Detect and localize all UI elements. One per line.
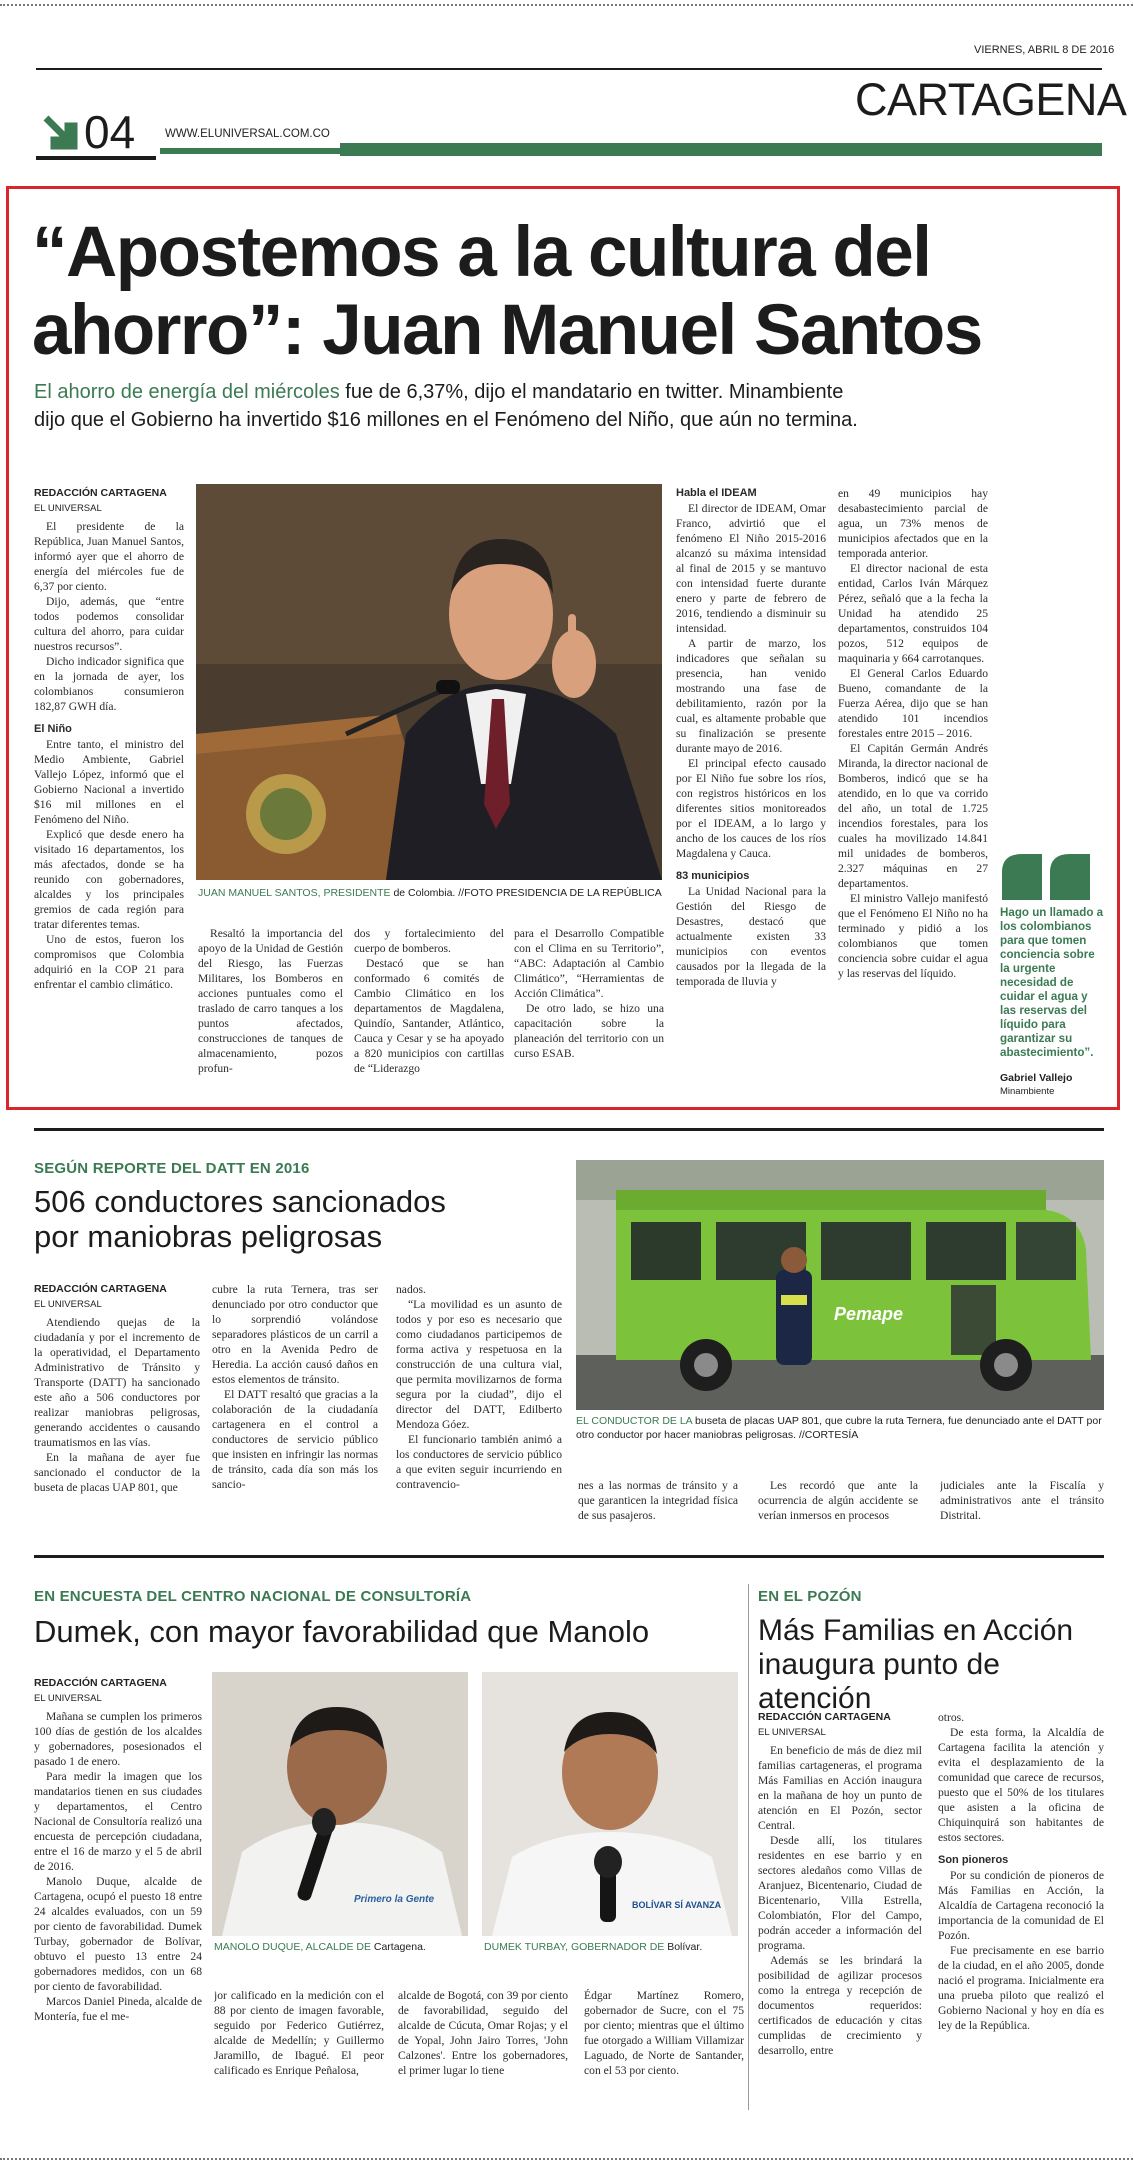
arrow-logo-icon (40, 112, 80, 152)
main-column-5 (676, 486, 826, 1104)
pozon-byline: REDACCIÓN CARTAGENA (758, 1711, 891, 1723)
main-subhead-ideam: Habla el IDEAM (676, 487, 757, 499)
main-col1-para: Entre tanto, el ministro del Medio Ambiente, Gabriel Vallejo López, informó que el Gobierno Nacional a invertido $16 mil millones en el Fenómeno del Niño. (34, 738, 184, 826)
main-byline-outlet: EL UNIVERSAL (34, 503, 102, 514)
pozon-col1-para: Además se les brindará la posibilidad de agilizar procesos como la entrega y recepción de documentos requeridos: certificados de educación y citas cumplidas de crecimiento y desarrollo, entre (758, 1954, 922, 2057)
dumek-col1-para: Manolo Duque, alcalde de Cartagena, ocupó el puesto 18 entre 24 alcaldes evaluados, con un 59 por ciento de favorabilidad. Dumek Turbay, gobernador de Bolívar, obtuvo el puesto 13 entre 24 gobernadores medidos, con un 68 por ciento de favorabilidad. (34, 1875, 202, 1993)
main-col1-para: Dicho indicador significa que en la jornada de ayer, los colombianos consumieron 182,87 GWH día. (34, 655, 184, 713)
main-col1-para: Dijo, además, que “entre todos podemos consolidar cultura del ahorro, para cuidar nuestros recursos”. (34, 595, 184, 653)
datt-col4-para: nes a las normas de tránsito y a que garanticen la integridad física de sus pasajeros. (578, 1479, 738, 1522)
datt-column-3 (396, 1282, 562, 1532)
main-headline-line1: “Apostemos a la cultura del (32, 213, 931, 292)
main-col6-para: El director nacional de esta entidad, Carlos Iván Márquez Pérez, señaló que a la fecha la Unidad ha atendido 25 departamentos, construidos 104 pozos, 512 equipos de maquinaria y 664 carrotanques. (838, 562, 988, 665)
main-col4-para: De otro lado, se hizo una capacitación sobre la planeación del territorio con un curso ESAB. (514, 1002, 664, 1060)
main-col3-para: Destacó que se han conformado 6 comités de Cambio Climático en los departamentos de Magdalena, Quindío, Santander, Atlántico, Cauca y Cesar y se ha apoyado a 820 municipios con cartillas de “Liderazgo (354, 957, 504, 1075)
main-col3-para: dos y fortalecimiento del cuerpo de bomberos. (354, 927, 504, 955)
datt-byline-outlet: EL UNIVERSAL (34, 1299, 102, 1310)
manolo-caption-green: MANOLO DUQUE, ALCALDE DE (214, 1941, 371, 1953)
dumek-col3-para: alcalde de Bogotá, con 39 por ciento de favorabilidad, seguido del alcalde de Cúcuta, Omar Rojas; y el de Yopal, John Jairo Torres, 'John Calzones'. Entre los gobernadores, el primer lugar lo tiene (398, 1989, 568, 2077)
datt-headline-line2: por maniobras peligrosas (34, 1219, 383, 1254)
datt-headline-line1: 506 conductores sancionados (34, 1184, 446, 1219)
datt-byline: REDACCIÓN CARTAGENA (34, 1283, 167, 1295)
site-url[interactable]: WWW.ELUNIVERSAL.COM.CO (165, 128, 330, 140)
datt-col2-para: cubre la ruta Ternera, tras ser denunciado por otro conductor que lo sorprendió volándose separadores plásticos de un carril a otro en la Avenida Pedro de Heredia. La acción causó daños en estos elementos de tránsito. (212, 1283, 378, 1386)
manolo-photo (212, 1672, 468, 1936)
datt-column-6 (940, 1478, 1104, 1538)
manolo-photo-logo: Primero la Gente (354, 1894, 435, 1905)
datt-kicker: SEGÚN REPORTE DEL DATT EN 2016 (34, 1160, 310, 1177)
dumek-col1-para: Para medir la imagen que los mandatarios tienen en sus ciudades y departamentos, el Centro Nacional de Consultoría realizó una encuesta de percepción ciudadana, entre el 16 de marzo y el 5 de abril de 2016. (34, 1770, 202, 1873)
datt-headline (34, 1184, 574, 1254)
dumek-byline: REDACCIÓN CARTAGENA (34, 1677, 167, 1689)
header-green-bar (340, 143, 1102, 156)
main-col1-para: Uno de estos, fueron los compromisos que Colombia adquirió en la COP 21 para enfrentar el cambio climático. (34, 933, 184, 991)
page-number-box (36, 108, 156, 160)
datt-col2-para: El DATT resaltó que gracias a la colaboración de la ciudadanía cartagenera en el control a conductores de servicio público que insisten en infringir las normas de tránsito, cada día son más los sancio- (212, 1388, 378, 1491)
datt-photo-caption (576, 1414, 1104, 1442)
dumek-column-4 (584, 1988, 744, 2118)
header-date: VIERNES, ABRIL 8 DE 2016 (974, 44, 1115, 56)
main-headline (32, 214, 1102, 370)
dumek-byline-outlet: EL UNIVERSAL (34, 1693, 102, 1704)
datt-caption-green: EL CONDUCTOR DE LA (576, 1415, 693, 1427)
main-col1-para: Explicó que desde enero ha visitado 16 departamentos, los más afectados, donde se ha reunido con gobernadores, alcaldes y los principales gremios de cada región para tratar diferentes temas. (34, 828, 184, 931)
pozon-headline-line2: inaugura punto de atención (758, 1648, 1000, 1715)
main-column-2 (198, 926, 343, 1106)
main-col5-para: A partir de marzo, los indicadores que señalan su presencia, han venido mostrando una fase de debilitamiento, razón por la cual, es altamente probable que su finalización se presente durante mayo de 2016. (676, 637, 826, 755)
datt-col1-para: Atendiendo quejas de la ciudadanía y por el incremento de la operatividad, el Departamento Administrativo de Tránsito y Transporte (DATT) ha sancionado este año a 506 conductores por realizar maniobras peligrosas, generando accidentes o causando traumatismos en las vías. (34, 1316, 200, 1449)
main-column-4 (514, 926, 664, 1106)
dumek-column-2 (214, 1988, 384, 2118)
pozon-col2-para: De esta forma, la Alcaldía de Cartagena facilita la atención y evita el desplazamiento de la comunidad que carece de recursos, puesto que el 50% de los titulares que asisten a la oficina de Chiquinquirá son habitantes de estos sectores. (938, 1726, 1104, 1844)
main-subhead-83-municipios: 83 municipios (676, 870, 750, 882)
manolo-caption-rest: Cartagena. (370, 1941, 426, 1953)
datt-column-2 (212, 1282, 378, 1532)
main-subhead-el-nino: El Niño (34, 723, 72, 735)
pozon-col1-para: Desde allí, los titulares residentes en ese barrio y en sectores aledaños como Villas de Aranjuez, Bicentenario, Ciudad de Bicentenario, Villa Estrella, Colombiatón, Flor del Campo, podrán acceder a información del programa. (758, 1834, 922, 1952)
dumek-col2-para: jor calificado en la medición con el 88 por ciento de imagen favorable, seguido por Federico Gutiérrez, alcalde de Medellín; y Guillermo Jaramillo, de Ibagué. El peor calificado es Enrique Peñalosa, (214, 1989, 384, 2077)
main-col5-para: La Unidad Nacional para la Gestión del Riesgo de Desastres, destacó que actualmente existen 33 municipios con eventos causados por la llegada de la temporada de lluvia y (676, 885, 826, 988)
dumek-top-rule (34, 1555, 1104, 1558)
pozon-subhead-pioneros: Son pioneros (938, 1854, 1009, 1866)
santos-photo-caption (198, 886, 668, 900)
datt-column-5 (758, 1478, 918, 1538)
datt-col5-para: Les recordó que ante la ocurrencia de algún accidente se verían inmersos en procesos (758, 1479, 918, 1522)
dumek-caption-rest: Bolívar. (664, 1941, 703, 1953)
dumek-photo-art (482, 1672, 738, 1936)
main-col6-para: El General Carlos Eduardo Bueno, comandante de la Fuerza Aérea, dijo que se han atendido 101 incendios forestales entre 2015 – 2016. (838, 667, 988, 740)
dumek-photo-logo: BOLÍVAR SÍ AVANZA (632, 1900, 722, 1910)
header-green-bar-left (160, 148, 340, 154)
dumek-headline: Dumek, con mayor favorabilidad que Manolo (34, 1614, 650, 1649)
main-deck (34, 378, 1104, 434)
main-deck-green: El ahorro de energía del miércoles (34, 381, 340, 403)
main-col2-para: Resaltó la importancia del apoyo de la Unidad de Gestión del Riesgo, las Fuerzas Militares, los Bomberos en acciones puntuales como el traslado de carro tanques a los puntos afectados, construcciones de tanques de almacenamiento, pozos profun- (198, 927, 343, 1075)
top-dotted-border (0, 4, 1133, 6)
main-col6-para: El ministro Vallejo manifestó que el Fenómeno El Niño no ha terminado y pidió a los colombianos que tomen conciencia sobre cuidar el agua y las reservas del líquido. (838, 892, 988, 980)
page-number: 04 (84, 106, 136, 158)
header-top-rule (36, 68, 1102, 70)
datt-bus-photo-art (576, 1160, 1104, 1410)
santos-caption-rest: de Colombia. //FOTO PRESIDENCIA DE LA REPÚBLICA (390, 887, 662, 899)
dumek-caption-green: DUMEK TURBAY, GOBERNADOR DE (484, 1941, 665, 1953)
datt-col3-para: El funcionario también animó a los conductores de servicio público a que eviten seguir incurriendo en contravencio- (396, 1433, 562, 1491)
santos-photo (196, 484, 662, 880)
santos-caption-green: JUAN MANUEL SANTOS, PRESIDENTE (198, 887, 391, 899)
main-col6-para: en 49 municipios hay desabastecimiento parcial de agua, un 73% menos de municipios afectados que en la temporada anterior. (838, 487, 988, 560)
quote-mark-icon (1000, 852, 1092, 902)
manolo-photo-caption (214, 1940, 464, 1954)
pozon-kicker: EN EL POZÓN (758, 1588, 862, 1605)
dumek-col1-para: Marcos Daniel Pineda, alcalde de Montería, fue el me- (34, 1995, 202, 2023)
pull-quote-author: Gabriel Vallejo (1000, 1072, 1073, 1084)
main-headline-line2: ahorro”: Juan Manuel Santos (32, 291, 982, 370)
datt-col3-para: nados. (396, 1283, 426, 1296)
datt-bus-photo (576, 1160, 1104, 1410)
santos-photo-art (196, 484, 662, 880)
dumek-photo (482, 1672, 738, 1936)
datt-col3-para: “La movilidad es un asunto de todos y por eso es necesario que como ciudadanos participemos de forma activa y respetuosa en la construcción de una cultura vial, que permita movilizarnos de forma segura por la ciudad”, dijo el director del DATT, Edilberto Mendoza Góez. (396, 1298, 562, 1431)
main-deck-rest: fue de 6,37%, dijo el mandatario en twitter. Minambiente (339, 381, 844, 403)
main-deck-line2: dijo que el Gobierno ha invertido $16 millones en el Fenómeno del Niño, que aún no termina. (34, 409, 858, 431)
main-column-6 (838, 486, 988, 1104)
datt-col1-para: En la mañana de ayer fue sancionado el conductor de la buseta de placas UAP 801, que (34, 1451, 200, 1494)
pull-quote-role: Minambiente (1000, 1086, 1055, 1097)
main-byline: REDACCIÓN CARTAGENA (34, 487, 167, 499)
pozon-column-2 (938, 1710, 1104, 2118)
pozon-column-1 (758, 1710, 922, 2118)
datt-caption-rest: buseta de placas UAP 801, que cubre la ruta Ternera, fue denunciado ante el DATT por otro conductor por hacer maniobras peligrosas. //CORTESÍA (576, 1415, 1102, 1441)
datt-col6-para: judiciales ante la Fiscalía y administrativos ante el tránsito Distrital. (940, 1479, 1104, 1522)
main-column-1 (34, 486, 184, 1104)
dumek-column-1 (34, 1676, 202, 2116)
dumek-col1-para: Mañana se cumplen los primeros 100 días de gestión de los alcaldes y gobernadores, posesionados el pasado 1 de enero. (34, 1710, 202, 1768)
pozon-col2-para: Fue precisamente en ese barrio de la ciudad, en el año 2005, donde nació el programa. Inicialmente era una prueba piloto que realizó el Gobierno Nacional y hoy en día es ley de la República. (938, 1944, 1104, 2032)
dumek-column-3 (398, 1988, 568, 2118)
datt-column-4 (578, 1478, 738, 1538)
pozon-headline-line1: Más Familias en Acción (758, 1614, 1074, 1647)
dumek-kicker: EN ENCUESTA DEL CENTRO NACIONAL DE CONSULTORÍA (34, 1588, 472, 1605)
pull-quote-text: Hago un llamado a los colombianos para que tomen conciencia sobre la urgente necesidad de cuidar el agua y las reservas del líquido para garantizar su abastecimiento”. (1000, 906, 1104, 1059)
main-col1-para: El presidente de la República, Juan Manuel Santos, informó ayer que el ahorro de energía del miércoles fue de 6,37 por ciento. (34, 520, 184, 593)
main-col5-para: El principal efecto causado por El Niño fue sobre los ríos, con registros históricos en los diferentes sitios monitoreados por el IDEAM, a lo largo y ancho de los cauces de los ríos Magdalena y Cauca. (676, 757, 826, 860)
dumek-photo-caption (484, 1940, 734, 1954)
pozon-headline (758, 1614, 1108, 1716)
section-title: CARTAGENA (855, 74, 1127, 125)
pozon-col1-para: En beneficio de más de diez mil familias cartageneras, el programa Más Familias en Acción inaugura en la mañana de hoy un punto de atención en El Pozón, sector Central. (758, 1744, 922, 1832)
main-column-3 (354, 926, 504, 1106)
main-col4-para: para el Desarrollo Compatible con el Clima en su Territorio”, “ABC: Adaptación al Cambio Climático”, “Herramientas de Acción Climática”. (514, 927, 664, 1000)
pozon-col2-para: Por su condición de pioneros de Más Familias en Acción, la Alcaldía de Cartagena reconoció la importancia de la comunidad de El Pozón. (938, 1869, 1104, 1942)
pozon-divider (748, 1584, 749, 2110)
datt-column-1 (34, 1282, 200, 1532)
datt-top-rule (34, 1128, 1104, 1131)
main-col5-para: El director de IDEAM, Omar Franco, advirtió que el fenómeno El Niño 2015-2016 alcanzó su máxima intensidad al final de 2015 y se mantuvo con intensidad fuerte durante enero y parte de febrero de 2016, tendiendo a disminuir su intensidad. (676, 502, 826, 635)
dumek-col4-para: Édgar Martínez Romero, gobernador de Sucre, con el 75 por ciento; mientras que el último fue otorgado a William Villamizar Laguado, de Norte de Santander, con el 53 por ciento. (584, 1989, 744, 2077)
main-col6-para: El Capitán Germán Andrés Miranda, la director nacional de Bomberos, indicó que se ha atendido, en lo que va corrido del año, un total de 1.725 incendios forestales, para los cuales ha movilizado 14.841 mil unidades de bomberos, 2.327 máquinas en 27 departamentos. (838, 742, 988, 890)
bus-brand-text: Pemape (834, 1304, 904, 1324)
pozon-col2-para: otros. (938, 1711, 965, 1724)
bottom-dotted-border (0, 2158, 1133, 2160)
pozon-byline-outlet: EL UNIVERSAL (758, 1727, 826, 1738)
